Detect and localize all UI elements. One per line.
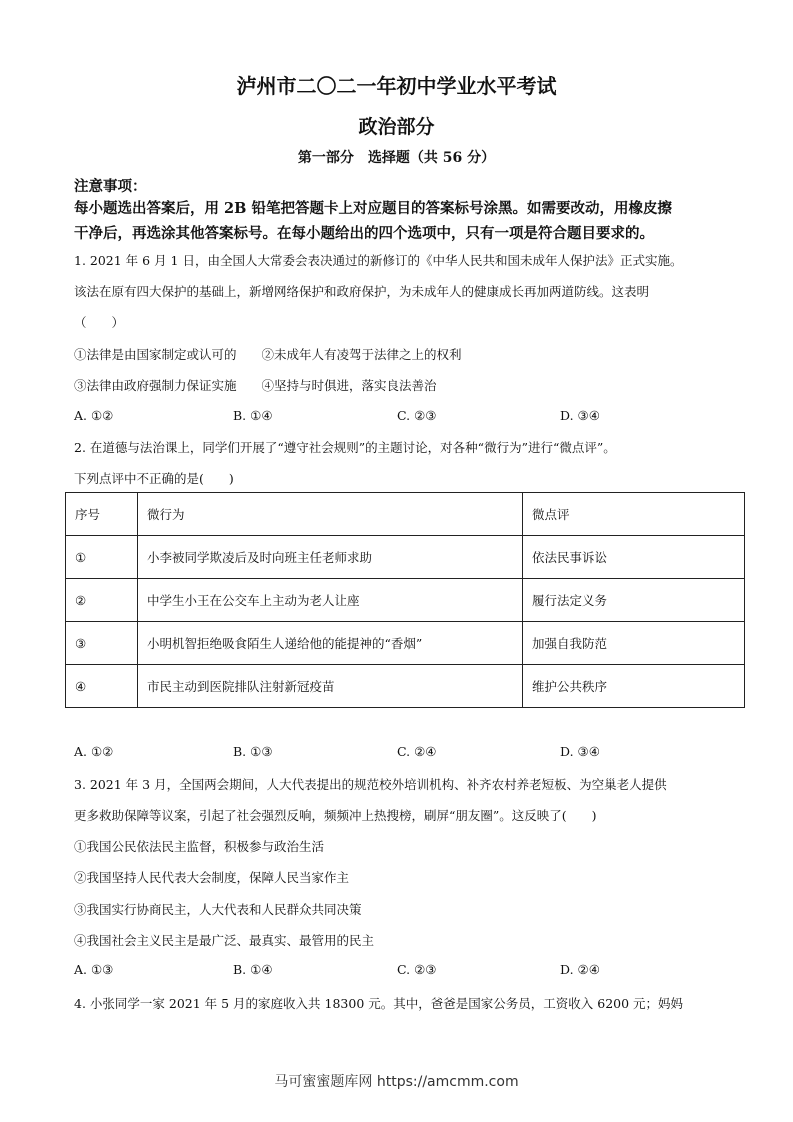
- q2-table: [65, 492, 745, 708]
- q3-statement-1: ①我国公民依法民主监督，积极参与政治生活: [74, 839, 325, 854]
- table-cell: ④: [66, 665, 138, 708]
- q1-answer-blank: （ ）: [74, 315, 125, 330]
- table-cell: ③: [66, 622, 138, 665]
- q3-statement-2: ②我国坚持人民代表大会制度，保障人民当家作主: [74, 870, 350, 885]
- q2-option-a[interactable]: A. ①②: [74, 744, 114, 759]
- q3-stem-line-2: 更多救助保障等议案，引起了社会强烈反响，频频冲上热搜榜，刷屏“朋友圈”。这反映了( ): [74, 808, 597, 823]
- exam-subtitle: 政治部分: [358, 116, 435, 138]
- table-row: [66, 536, 745, 579]
- q3-stem-line-1: 3. 2021 年 3 月，全国两会期间，人大代表提出的规范校外培训机构、补齐农村养老短板、为空巢老人提供: [74, 777, 667, 792]
- table-cell: ②: [66, 579, 138, 622]
- table-header-cell: 序号: [66, 493, 138, 536]
- q1-stem-line-1: 1. 2021 年 6 月 1 日，由全国人大常委会表决通过的新修订的《中华人民共和国未成年人保护法》正式实施。: [74, 253, 683, 268]
- table-header-cell: 微行为: [138, 493, 523, 536]
- notice-heading: 注意事项：: [74, 178, 147, 195]
- q1-statement-1: ①法律是由国家制定或认可的 ②未成年人有凌驾于法律之上的权利: [74, 347, 462, 362]
- table-row: [66, 579, 745, 622]
- q3-option-d[interactable]: D. ②④: [560, 962, 600, 977]
- q4-stem-line-1: 4. 小张同学一家 2021 年 5 月的家庭收入共 18300 元。其中，爸爸是国家公务员，工资收入 6200 元；妈妈: [74, 996, 684, 1011]
- table-header-row: [66, 493, 745, 536]
- exam-title: 泸州市二〇二一年初中学业水平考试: [236, 74, 557, 98]
- table-cell: 中学生小王在公交车上主动为老人让座: [138, 579, 523, 622]
- q2-option-c[interactable]: C. ②④: [397, 744, 437, 759]
- table-cell: 市民主动到医院排队注射新冠疫苗: [138, 665, 523, 708]
- section-heading: 第一部分 选择题（共 56 分）: [297, 150, 496, 166]
- q1-statement-2: ③法律由政府强制力保证实施 ④坚持与时俱进，落实良法善治: [74, 378, 437, 393]
- notice-line-1: 每小题选出答案后，用 2B 铅笔把答题卡上对应题目的答案标号涂黑。如需要改动，用橡皮擦: [74, 200, 672, 217]
- q2-stem-line-1: 2. 在道德与法治课上，同学们开展了“遵守社会规则”的主题讨论，对各种“微行为”进行“微点评”。: [74, 440, 616, 455]
- q2-stem-line-2: 下列点评中不正确的是( ): [74, 471, 234, 486]
- table-cell: ①: [66, 536, 138, 579]
- q3-option-c[interactable]: C. ②③: [397, 962, 437, 977]
- notice-line-2: 干净后，再选涂其他答案标号。在每小题给出的四个选项中，只有一项是符合题目要求的。: [74, 225, 654, 242]
- q3-option-b[interactable]: B. ①④: [233, 962, 273, 977]
- table-header-cell: 微点评: [523, 493, 745, 536]
- q3-statement-3: ③我国实行协商民主，人大代表和人民群众共同决策: [74, 902, 362, 917]
- q3-statement-4: ④我国社会主义民主是最广泛、最真实、最管用的民主: [74, 933, 375, 948]
- q3-option-a[interactable]: A. ①③: [74, 962, 114, 977]
- table-cell: 小李被同学欺凌后及时向班主任老师求助: [138, 536, 523, 579]
- table-cell: 履行法定义务: [523, 579, 745, 622]
- q2-option-b[interactable]: B. ①③: [233, 744, 273, 759]
- q2-option-d[interactable]: D. ③④: [560, 744, 600, 759]
- table-cell: 小明机智拒绝吸食陌生人递给他的能提神的“香烟”: [138, 622, 523, 665]
- q1-option-c[interactable]: C. ②③: [397, 408, 437, 423]
- q1-option-a[interactable]: A. ①②: [74, 408, 114, 423]
- table-cell: 加强自我防范: [523, 622, 745, 665]
- q1-stem-line-2: 该法在原有四大保护的基础上，新增网络保护和政府保护，为未成年人的健康成长再加两道防线。这表明: [74, 284, 650, 299]
- q1-option-b[interactable]: B. ①④: [233, 408, 273, 423]
- footer-watermark: 马可蜜蜜题库网 https://amcmm.com: [274, 1074, 519, 1090]
- table-cell: 维护公共秩序: [523, 665, 745, 708]
- table-cell: 依法民事诉讼: [523, 536, 745, 579]
- table-row: [66, 665, 745, 708]
- table-row: [66, 622, 745, 665]
- q1-option-d[interactable]: D. ③④: [560, 408, 600, 423]
